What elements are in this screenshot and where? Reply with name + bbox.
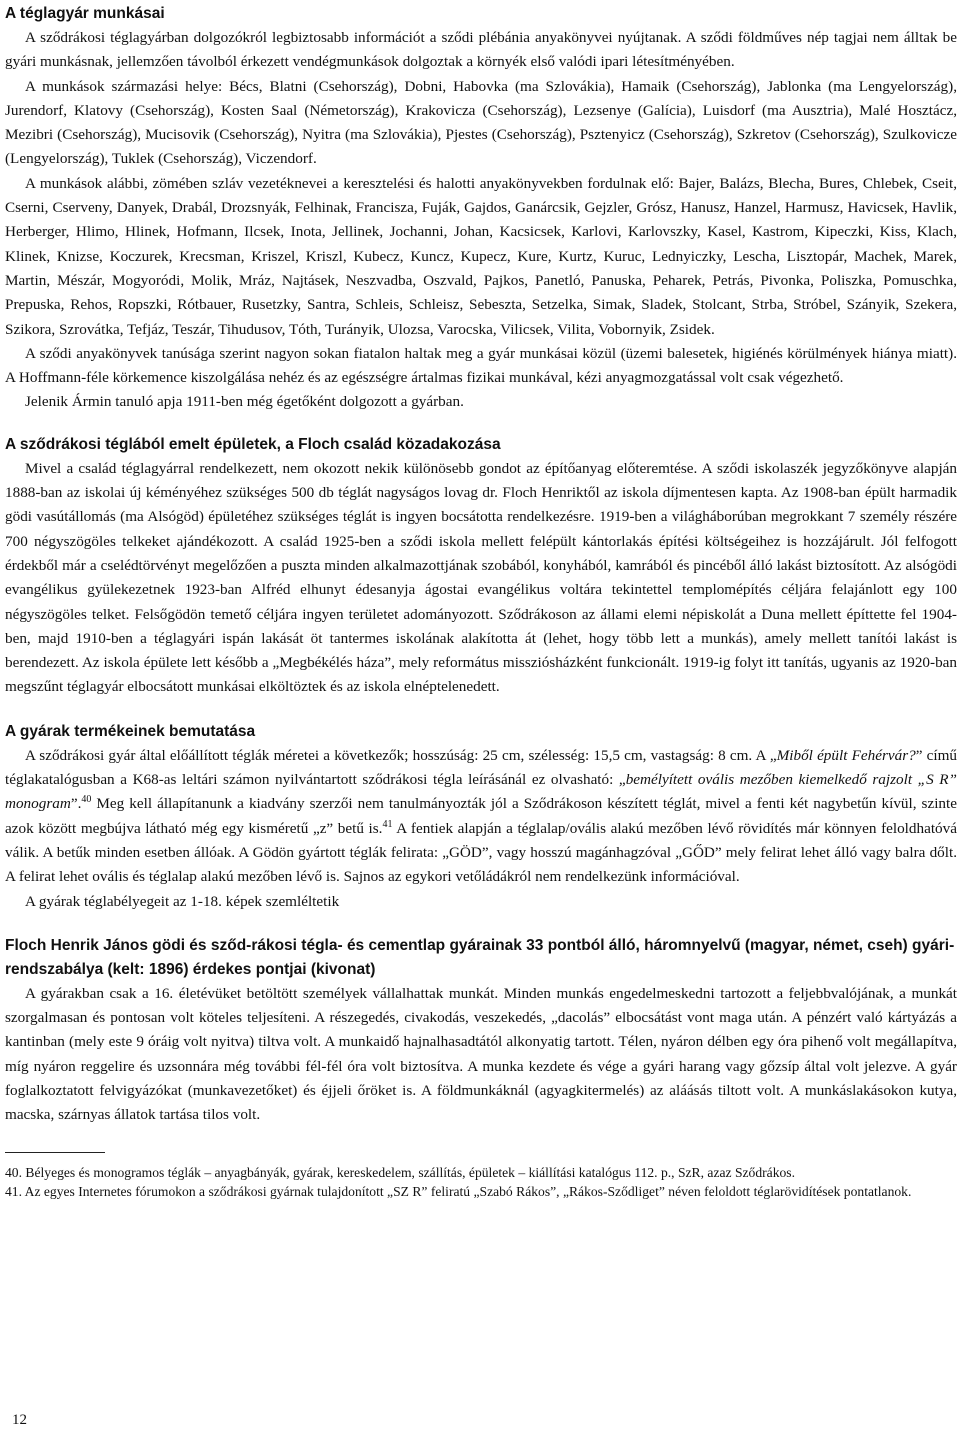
paragraph: A sződrákosi téglagyárban dolgozókról legbiztosabb információt a sződi plébánia anyakönyvei nyújtanak. A sződi földműves nép tagjai nem álltak be gyári munkásnak, jellemzően távolból érkezett vendégmunkások dolgoztak a környék első valódi ipari létesítményében. (5, 29, 957, 71)
footnote: 41. Az egyes Internetes fórumokon a sződrákosi gyárnak tulajdonított „SZ R” feliratú „Szabó Rákos”, „Rákos-Sződliget” néven feloldott téglarövidítések pontatlanok. (5, 1184, 912, 1200)
section-heading: A téglagyár munkásai (5, 5, 165, 22)
page-number: 12 (12, 1412, 27, 1428)
section-buildings (5, 433, 957, 700)
paragraph: A sződrákosi gyár által előállított téglák méretei a következők; hosszúság: 25 cm, szélesség: 15,5 cm, vastagság: 8 cm. A „Miből épült Fehérvár?” című téglakatalógusban a K68-as leltári számon nyilvántartott sződrákosi tégla leírásánál ez olvasható: „bemélyített ovális mezőben kiemelkedő rajzolt „S R” monogram”.$^{40}$ Meg kell állapítanunk a kiadvány szerzői nem tanulmányozták jól a Sződrákoson készített téglát, mivel a fenti két nagybetűn kívül, szinte azok között megbújva látható még egy kisméretű „z” betű is.$^{41}$ A fentiek alapján a téglalap/ovális alakú mezőben lévő rövidítés már könnyen feloldhatóvá válik. A betűk minden esetben állóak. A Gödön gyártott téglák felirata: „GÖD”, vagy hosszú magánhagzóval „GŐD” mely felirat lehet álló vagy balra dőlt. A felirat lehet ovális és téglalap alakú mezőben lévő is. Sajnos az egykori vetőládákról nem rendelkezünk információval. (5, 746, 958, 886)
footnote-ref: 40 (81, 794, 92, 806)
paragraph: A munkások származási helye: Bécs, Blatni (Csehország), Dobni, Habovka (ma Szlovákia), Hamaik (Csehország), Jablonka (ma Lengyelország), Jurendorf, Klatovy (Csehország), Kosten Saal (Németország), Krakovicza (Csehország), Lezsenye (Galícia), Luisdorf (ma Ausztria), Malé Hosztácz, Mezibri (Csehország), Mucisovik (Csehország), Nyitra (ma Szlovákia), Pjestes (Csehország), Psztenyicz (Csehország), Szkretov (Csehország), Szulkovicze (Lengyelország), Tuklek (Csehország), Viczendorf. (5, 77, 957, 168)
paragraph: A gyárak téglabélyegeit az 1-18. képek szemléltetik (25, 892, 340, 910)
paragraph: A munkások alábbi, zömében szláv vezetéknevei a keresztelési és halotti anyakönyvekben fordulnak elő: Bajer, Balázs, Blecha, Bures, Chlebek, Cseit, Cserni, Cserveny, Danyek, Drabál, Drozsnyák, Felhinak, Francisza, Fuják, Gajdos, Ganárcsik, Gejzler, Grósz, Hanusz, Hanzel, Harmusz, Havicsek, Havlik, Herberger, Hlimo, Hlinek, Hofmann, Ilcsek, Inota, Jellinek, Jochanni, Johan, Kacsicsek, Karlovi, Karlovszky, Kasel, Kastrom, Kipeczki, Kiss, Klach, Klinek, Knizse, Koczurek, Krecsman, Kriszel, Kriszl, Kubecz, Kuncz, Kupecz, Kure, Kurtz, Kuruc, Lednyiczky, Lescha, Lisztopár, Machek, Marek, Martin, Mészár, Mogyoródi, Molik, Mráz, Najtásek, Neszvadba, Oszvald, Pajkos, Panetló, Panuska, Peharek, Petrás, Pivonka, Poliszka, Pomuschka, Prepuska, Rehos, Ropszki, Rótbauer, Rusetzky, Santra, Schleis, Schleisz, Sebeszta, Setzelka, Simak, Sladek, Stolcant, Strba, Stróbel, Szányik, Szekera, Szikora, Szrovátka, Tefjáz, Teszár, Tihudusov, Tóth, Turányik, Ulozsa, Varocska, Vilicsek, Vilita, Vobornyik, Zsidek. (5, 174, 957, 338)
section-heading: Floch Henrik János gödi és sződ-rákosi tégla- és cementlap gyárainak 33 pontból álló, háromnyelvű (magyar, német, cseh) gyári-rendszabálya (kelt: 1896) érdekes pontjai (kivonat) (5, 936, 955, 978)
paragraph: Jelenik Ármin tanuló apja 1911-ben még égetőként dolgozott a gyárban. (25, 393, 464, 411)
section-regulations (5, 934, 957, 1128)
section-heading: A sződrákosi téglából emelt épületek, a Floch család közadakozása (5, 435, 501, 453)
footnote-ref: 41 (382, 818, 393, 830)
section-heading: A gyárak termékeinek bemutatása (5, 722, 256, 740)
document-page (5, 0, 957, 1202)
paragraph: A gyárakban csak a 16. életévüket betöltött személyek vállalhattak munkát. Minden munkás engedelmeskedni tartozott a feljebbvalójának, a munkát szorgalmasan és pontosan volt köteles teljesíteni. A részegedés, civakodás, veszekedés, „dacolás” elbocsátást vont maga után. A pénzért való kártyázás a kantinban (mely este 9 óráig volt nyitva) tiltva volt. A munkaidő hajnalhasadtától alkonyatig tartott. Télen, nyáron délben egy óra pihenő volt megállapítva, míg nyáron reggelire és uzsonnára még további fél-fél óra volt biztosítva. A munka kezdete és vége a gyári harang vagy gőzsíp által volt jelezve. A gyár foglalkoztatott felvigyázókat (munkavezetőket) és éjjeli őröket is. A földmunkáknál (agyagkitermelés) az aláásás tiltott volt. A munkáslakásokon kutya, macska, szárnyas állatok tartása tilos volt. (5, 984, 957, 1124)
footnote: 40. Bélyeges és monogramos téglák – anyagbányák, gyárak, kereskedelem, szállítás, épületek – kiállítási katalógus 112. p., SzR, azaz Sződrákos. (5, 1164, 795, 1180)
paragraph: Mivel a család téglagyárral rendelkezett, nem okozott nekik különösebb gondot az építőanyag előteremtése. A sződi iskolaszék jegyzőkönyve alapján 1888-ban az iskolai új kéményéhez szükséges 500 db téglát nagyságos lovag dr. Floch Henriktől az iskola díjmentesen kapta. Az 1908-ban épült harmadik gödi vasútállomás (ma Alsógöd) épületéhez szükséges téglát is ingyen bocsátotta rendelkezésre. 1919-ben a világháborúban megrokkant 7 személy részére 700 négyszögöles telkeket ajándékozott. A család 1925-ben a sződi iskola mellett felépült kántorlakás építési költségeihez is hozzájárult. Jól felfogott érdekből már a cselédtörvényt megelőzően a puszta minden alkalmazottjának szobából, konyhából, kamrából és pincéből álló lakást biztosított. Az alsógödi evangélikus gyülekezetnek 1923-ban Alfréd elhunyt édesanyja ágostai evangélikus voltára tekintettel templomépítés céljára felajánlott egy 100 négyszögöles telket. Felsőgödön temető céljára ingyen területet adományozott. Sződrákoson az állami elemi népiskolát a Duna mellett építtette fel 1904-ben, majd 1910-ben a téglagyári ispán lakását öt tantermes iskolának alakította át (lehet, hogy több lett a munkás), amely mellett tanítói lakást is berendezett. Az iskola épülete lett később a „Megbékélés háza”, mely református missziósházként funkcionált. 1919-ig folyt itt tanítás, ugyanis az 1920-ban megszűnt téglagyár elbocsátott munkásai elköltöztek és az iskola elnéptelenedett. (5, 459, 957, 696)
footnote-divider (5, 1152, 105, 1153)
section-workers (5, 2, 957, 415)
paragraph: A sződi anyakönyvek tanúsága szerint nagyon sokan fiatalon haltak meg a gyár munkásai közül (üzemi balesetek, higiénés körülmények hiánya miatt). A Hoffmann-féle körkemence kiszolgálása nehéz és az egészségre ártalmas fizikai munkával, kézi anyagmozgatással volt csak végezhető. (5, 344, 957, 387)
section-products (5, 720, 957, 914)
